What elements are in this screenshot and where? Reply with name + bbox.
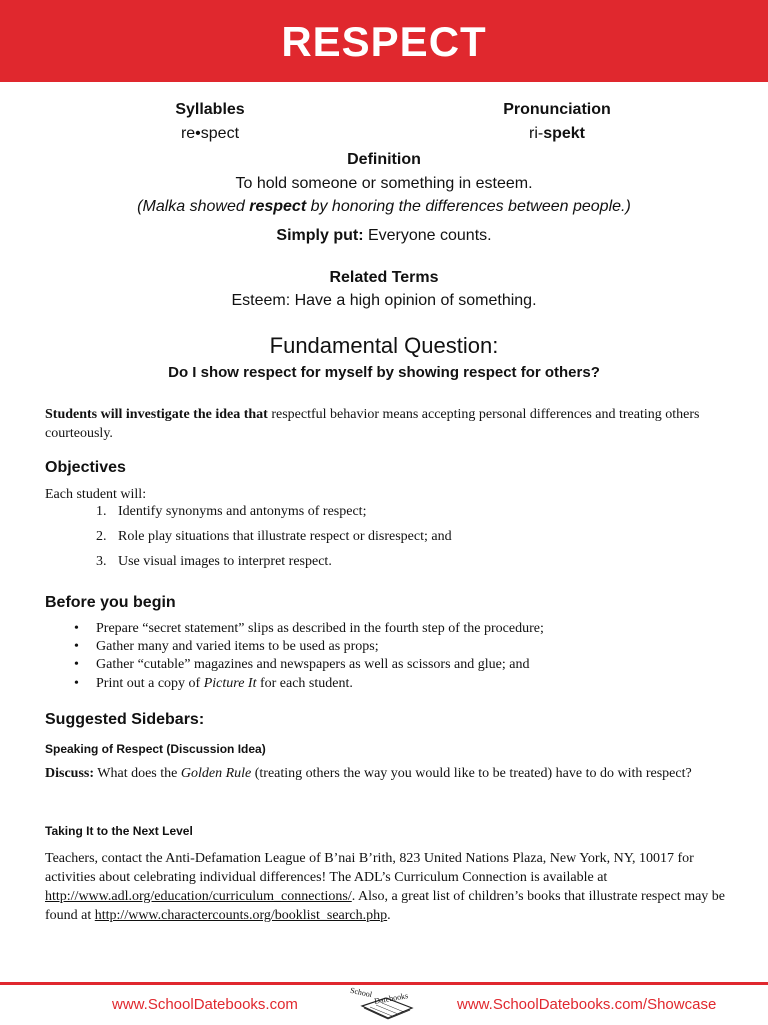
simply-put: [0, 227, 768, 245]
before-item: • Gather many and varied items to be used as props;: [74, 639, 379, 654]
fundamental-question: Do I show respect for myself by showing respect for others?: [168, 364, 600, 381]
objective-item: 2. Role play situations that illustrate respect or disrespect; and: [96, 529, 452, 544]
next-level-text: . Also, a great list of children’s books that illustrate respect may be found at: [45, 889, 726, 923]
before-text: Print out a copy of: [96, 676, 204, 691]
investigate-text: respectful behavior means accepting personal differences and treating others courteously.: [45, 407, 700, 441]
pronunciation-value: [477, 125, 637, 143]
objective-item: 1. Identify synonyms and antonyms of respect;: [96, 504, 367, 519]
footer-left-link[interactable]: www.SchoolDatebooks.com: [112, 996, 298, 1013]
adl-link[interactable]: http://www.adl.org/education/curriculum_connections/: [45, 889, 352, 904]
related-terms-label: Related Terms: [329, 269, 439, 286]
discuss-label: Discuss:: [45, 766, 95, 781]
pronunciation-label: Pronunciation: [503, 101, 611, 118]
definition-example: [0, 198, 768, 216]
before-text: Prepare “secret statement” slips as described in the fourth step of the procedure;: [96, 621, 544, 636]
syllables-value: re•spect: [180, 125, 240, 142]
objective-text: Identify synonyms and antonyms of respect;: [118, 504, 367, 519]
before-item: • Print out a copy of Picture It for each student.: [74, 676, 353, 691]
before-text: Gather “cutable” magazines and newspapers as well as scissors and glue; and: [96, 657, 530, 672]
example-post: by honoring the differences between people.): [306, 198, 631, 215]
footer-divider: [0, 982, 768, 985]
before-item: • Gather “cutable” magazines and newspapers as well as scissors and glue; and: [74, 657, 530, 672]
speaking-paragraph: [45, 764, 725, 783]
fundamental-question-title: Fundamental Question:: [269, 333, 499, 358]
pronunciation-prefix: ri-: [528, 125, 544, 142]
example-bold: respect: [249, 198, 307, 215]
before-item: • Prepare “secret statement” slips as described in the fourth step of the procedure;: [74, 621, 544, 636]
investigate-bold: Students will investigate the idea that: [45, 407, 268, 422]
footer-right-link[interactable]: www.SchoolDatebooks.com/Showcase: [457, 996, 717, 1013]
charactercounts-link[interactable]: http://www.charactercounts.org/booklist_search.php: [94, 908, 388, 923]
example-pre: (Malka showed: [137, 198, 250, 215]
before-heading: Before you begin: [45, 594, 176, 611]
related-terms-text: Esteem: Have a high opinion of something.: [231, 292, 537, 309]
objectives-heading: Objectives: [45, 459, 126, 476]
sidebars-heading: Suggested Sidebars:: [45, 711, 205, 728]
before-text: Gather many and varied items to be used as props;: [96, 639, 379, 654]
pronunciation-stress: spekt: [543, 125, 585, 142]
logo-text-top: School: [349, 985, 373, 1000]
next-level-text: .: [387, 908, 391, 923]
page-title: RESPECT: [281, 18, 487, 65]
objective-item: 3. Use visual images to interpret respect.: [96, 554, 332, 569]
discuss-pre: What does the: [94, 766, 181, 781]
objective-text: Use visual images to interpret respect.: [118, 554, 332, 569]
simply-put-text: Everyone counts.: [363, 227, 492, 244]
golden-rule: Golden Rule: [180, 766, 252, 781]
discuss-post: (treating others the way you would like to be treated) have to do with respect?: [251, 766, 692, 781]
before-text-post: for each student.: [256, 676, 353, 691]
schooldatebooks-logo: [340, 985, 430, 1020]
speaking-heading: Speaking of Respect (Discussion Idea): [45, 742, 266, 756]
definition-text: To hold someone or something in esteem.: [235, 175, 533, 192]
investigate-paragraph: [45, 405, 735, 443]
next-level-paragraph: [45, 849, 727, 925]
simply-put-label: Simply put:: [276, 227, 364, 244]
next-level-heading: Taking It to the Next Level: [45, 824, 193, 838]
before-emphasis: Picture It: [203, 676, 257, 691]
next-level-text: Teachers, contact the Anti-Defamation League of B’nai B’rith, 823 United Nations Plaza, New York, NY, 10017 for activities about celebrating individual differences! The ADL’s Curriculum Connection is available at: [45, 851, 694, 885]
logo-text-bottom: Datebooks: [373, 991, 409, 1006]
objectives-intro: Each student will:: [45, 487, 147, 502]
objective-text: Role play situations that illustrate respect or disrespect; and: [118, 529, 452, 544]
definition-label: Definition: [347, 151, 421, 168]
syllables-label: Syllables: [175, 101, 245, 118]
